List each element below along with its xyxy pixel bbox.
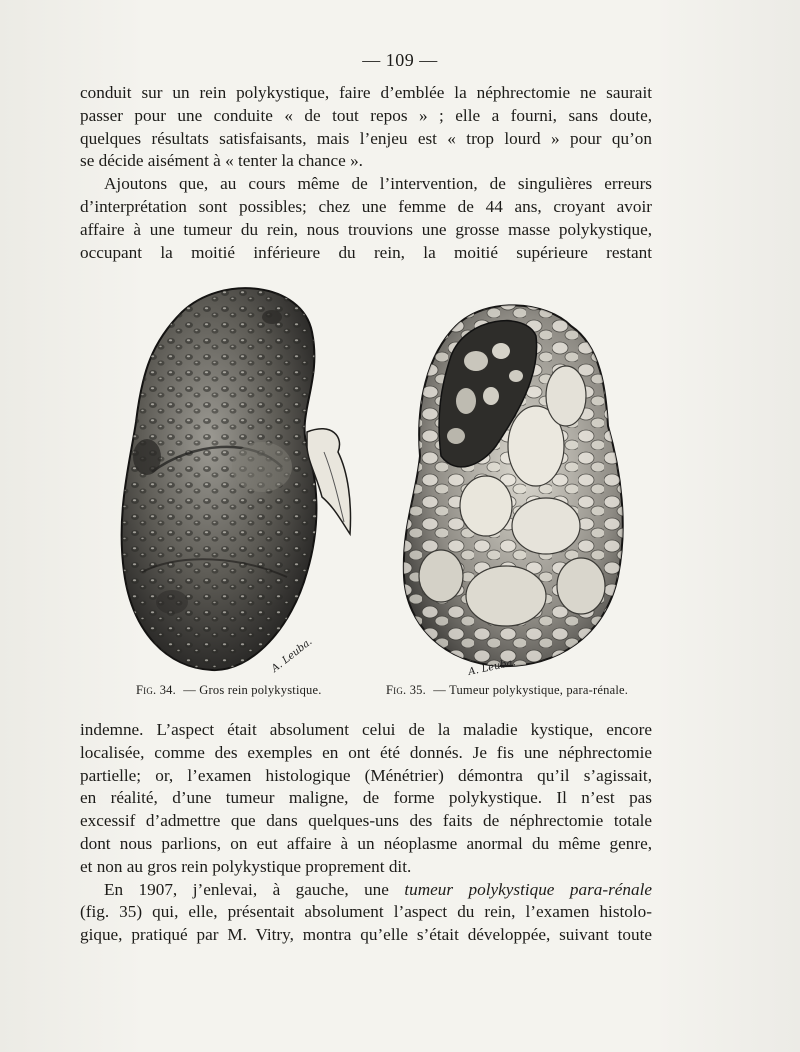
illustrator-signature: A. Leuba. [467,657,517,678]
para-renal-tumour-drawing [396,296,632,672]
caption-label: Fig. 35. [386,683,426,697]
paragraph-continuation [80,82,652,264]
text-line: excessif d’admettre que dans quelques-uns des faits de néphrectomie totale [80,811,652,831]
text-line: se décide aisément à « tenter la chance ». [80,151,363,171]
text-line: d’interprétation sont possibles; chez une femme de 44 ans, croyant avoir [80,196,652,216]
figure-35-illustration [396,296,632,672]
caption-text: — Gros rein polykystique. [183,683,322,697]
text-line: indemne. L’aspect était absolument celui de la maladie kystique, encore [80,720,652,739]
paragraph-body [80,719,652,947]
text-line: gique, pratiqué par M. Vitry, montra qu’elle s’était développée, suivant toute [80,925,652,945]
text-line: dont nous parlions, on eut affaire à un néoplasme anormal du même genre, [80,833,652,853]
polycystic-kidney-drawing [112,272,358,678]
text-line: passer pour une conduite « de tout repos » ; elle a fourni, sans doute, [80,105,652,125]
emphasis-text: tumeur polykystique para-rénale [404,879,652,899]
caption-text: — Tumeur polykystique, para-rénale. [433,683,629,697]
page-number: — 109 — [362,50,438,70]
text-line: localisée, comme des exemples en ont été donnés. Je fis une néphrectomie [80,742,652,762]
figure-35-caption [386,683,628,698]
text-line [80,879,652,902]
caption-label: Fig. 34. [136,683,176,697]
text-line: en réalité, d’une tumeur maligne, de forme polykystique. Il n’est pas [80,788,652,808]
figure-34-caption [136,683,322,698]
text-line: Ajoutons que, au cours même de l’intervention, de singulières erreurs [104,174,652,194]
text-line: conduit sur un rein polykystique, faire d’emblée la néphrectomie ne saurait [80,83,652,102]
text-line: affaire à une tumeur du rein, nous trouvions une grosse masse polykystique, [80,219,652,239]
text-line: et non au gros rein polykystique proprement dit. [80,856,412,876]
text-line: quelques résultats satisfaisants, mais l’enjeu est « trop lourd » pour qu’on [80,128,652,148]
illustrator-signature: A. Leuba. [269,636,315,675]
figure-34-illustration [112,272,358,678]
text-span: En 1907, j’enlevai, à gauche, une [104,879,405,899]
text-line: (fig. 35) qui, elle, présentait absolument l’aspect du rein, l’examen histolo- [80,902,652,922]
text-line: partielle; or, l’examen histologique (Ménétrier) démontra qu’il s’agissait, [80,765,652,785]
text-line: occupant la moitié inférieure du rein, la moitié supérieure restant [80,242,652,262]
